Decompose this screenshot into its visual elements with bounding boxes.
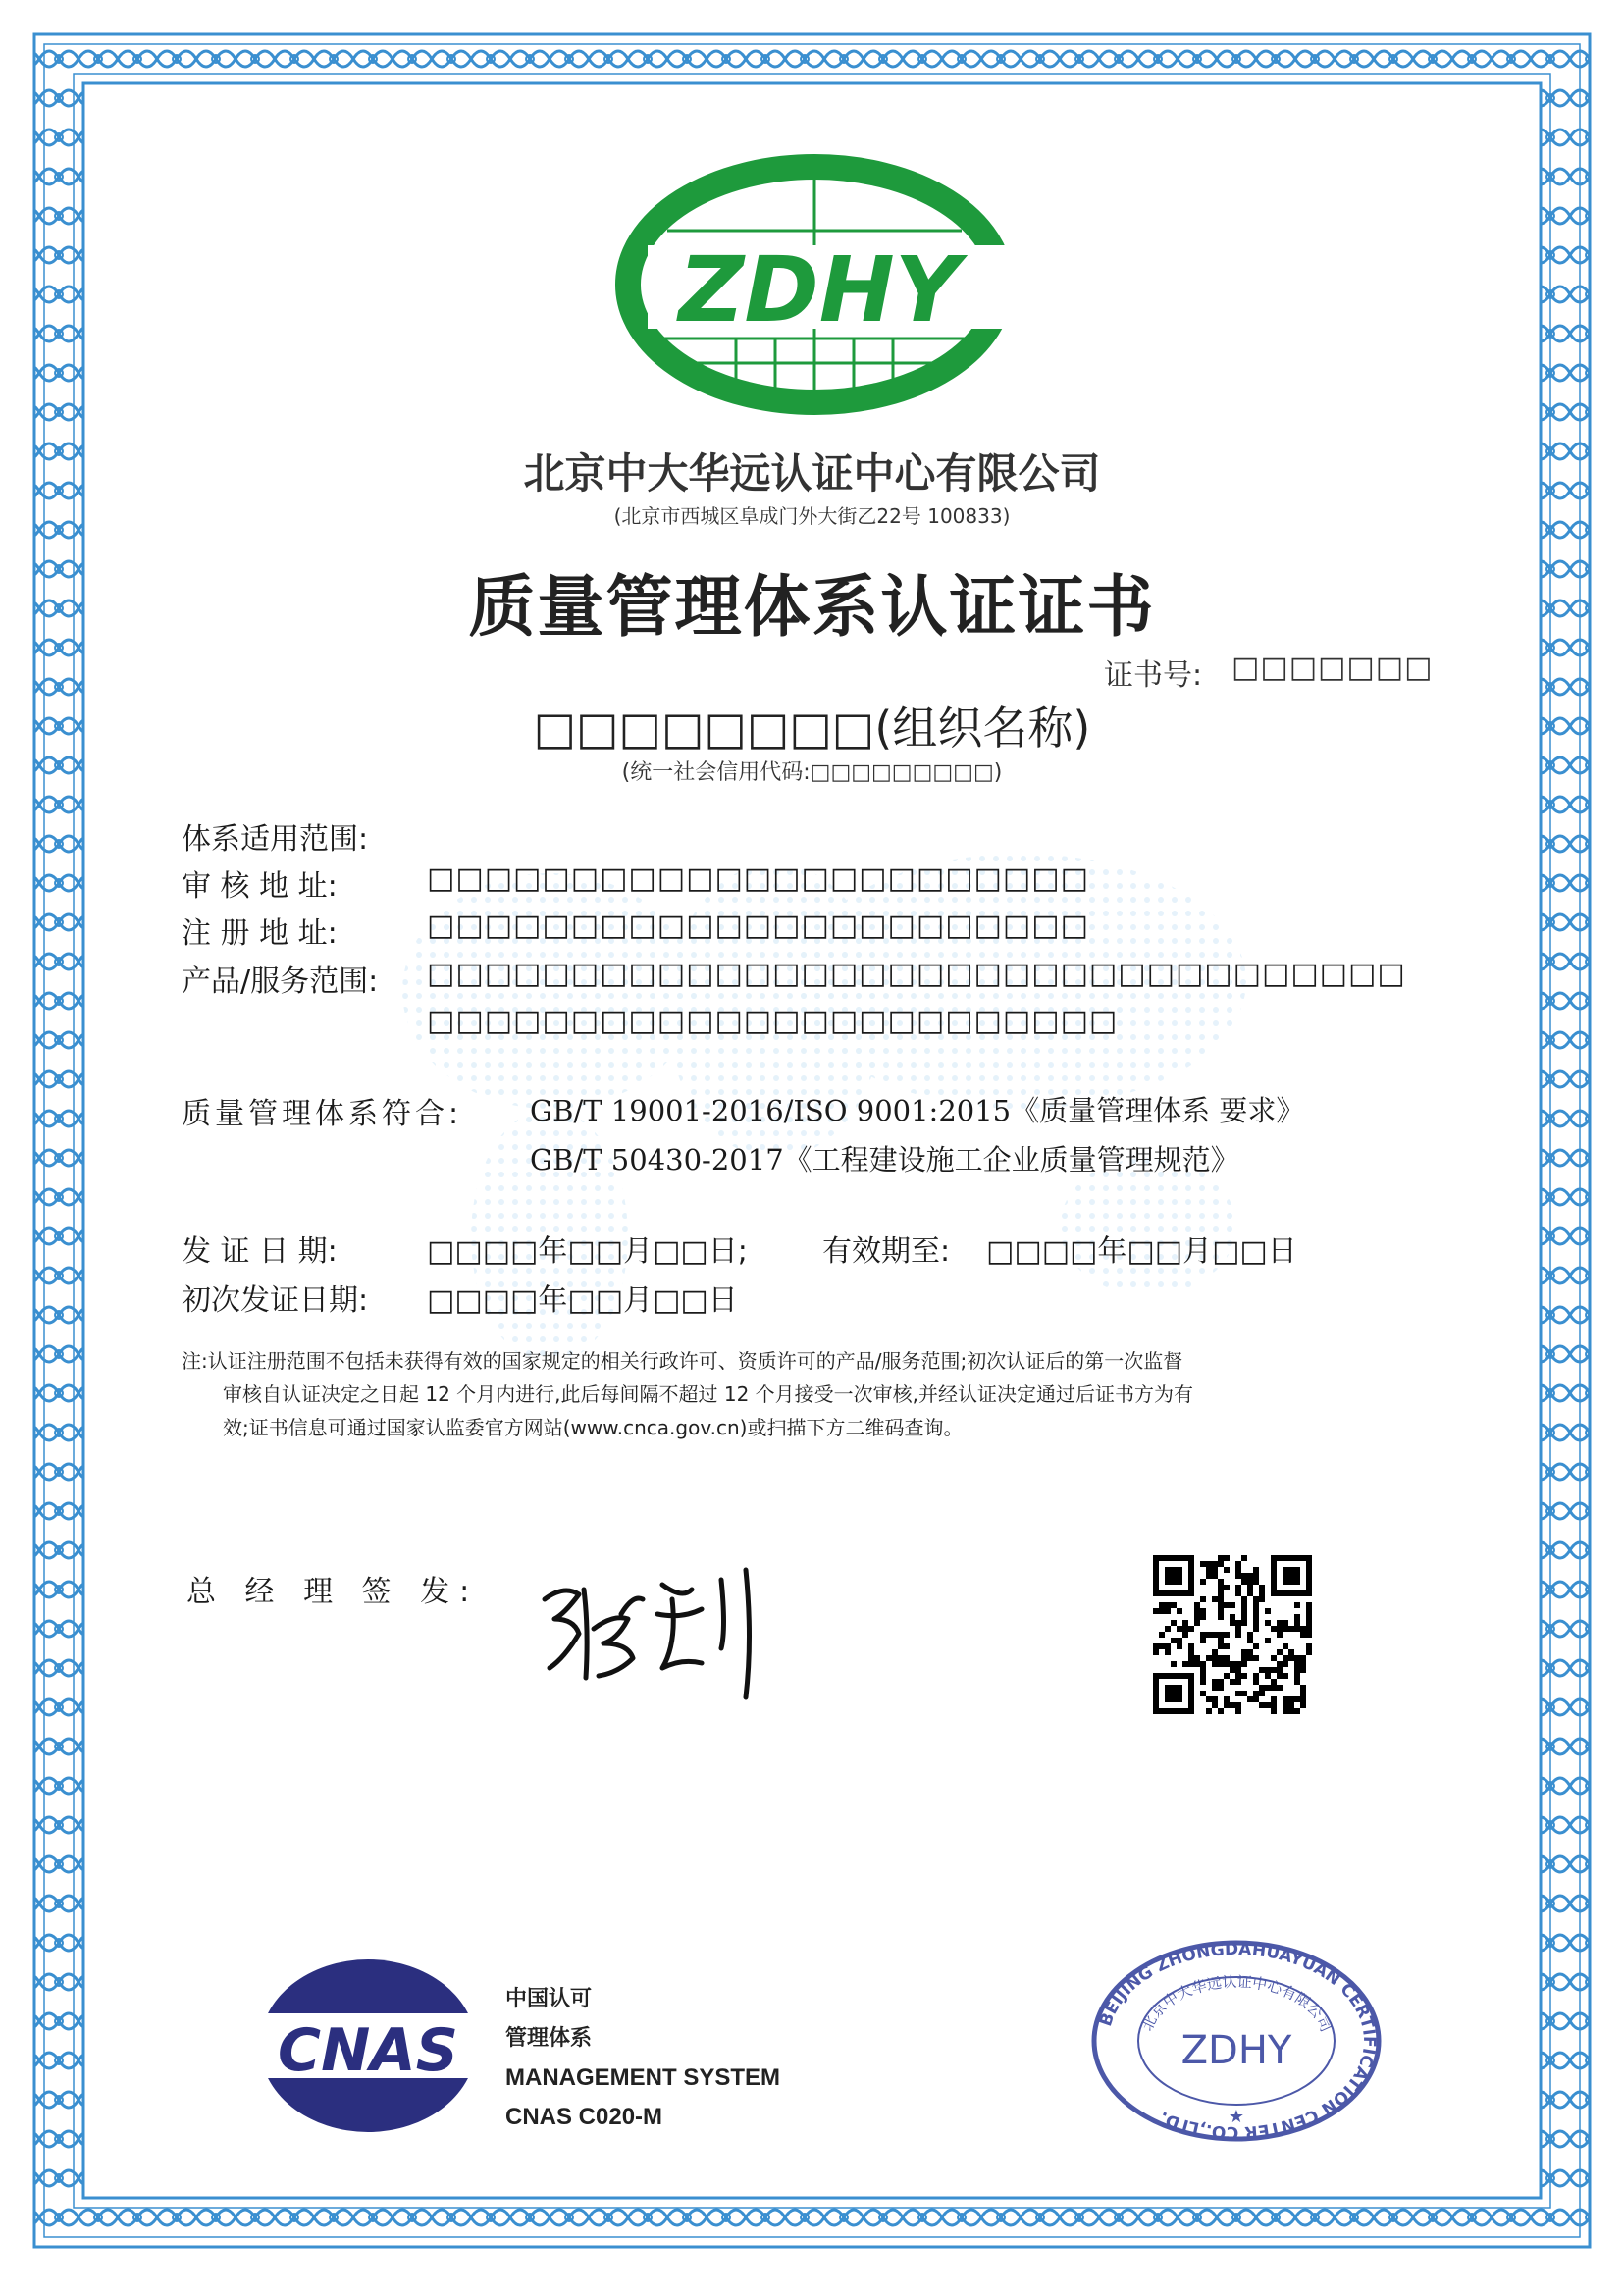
credit-code: (统一社会信用代码:□□□□□□□□□) <box>621 760 1003 785</box>
first-issue-value: □□□□年□□月□□日 <box>427 1283 738 1318</box>
organization-name: □□□□□□□□(组织名称) <box>533 702 1091 755</box>
product-scope-line2: □□□□□□□□□□□□□□□□□□□□□□□□ <box>427 1004 1119 1038</box>
zdhy-logo <box>608 152 1021 417</box>
standard-1: GB/T 19001-2016/ISO 9001:2015《质量管理体系 要求》 <box>530 1094 1305 1127</box>
cnas-logo <box>250 1953 486 2139</box>
company-seal <box>1089 1938 1384 2144</box>
audit-address-label: 审 核 地 址: <box>182 869 338 904</box>
standard-2: GB/T 50430-2017《工程建设施工企业质量管理规范》 <box>530 1143 1239 1176</box>
seal-outer-text: BEIJING ZHONGDAHUAYUAN CERTIFICATION CENTER CO.,LTD. <box>1096 1939 1380 2143</box>
cnas-line-1: 中国认可 <box>505 1987 593 2011</box>
cert-no-value: □□□□□□□ <box>1231 651 1434 685</box>
product-scope-line1: □□□□□□□□□□□□□□□□□□□□□□□□□□□□□□□□□□ <box>427 957 1406 991</box>
cnas-line-4: CNAS C020-M <box>505 2104 663 2130</box>
cnas-info <box>505 1980 780 2137</box>
reg-address-label: 注 册 地 址: <box>182 916 338 951</box>
notes <box>182 1344 1487 1444</box>
svg-text:北京中大华远认证中心有限公司 <box>1138 1973 1336 2035</box>
note-line-1: 注:认证注册范围不包括未获得有效的国家规定的相关行政许可、资质许可的产品/服务范围;初次认证后的第一次监督 <box>182 1349 1183 1373</box>
scope-label: 体系适用范围: <box>182 822 369 857</box>
handwritten-signature <box>535 1560 770 1707</box>
first-issue-label: 初次发证日期: <box>182 1283 369 1318</box>
certificate-title: 质量管理体系认证证书 <box>468 569 1156 647</box>
issuer-address: (北京市西城区阜成门外大街乙22号 100833) <box>613 504 1011 528</box>
signature-label: 总 经 理 签 发: <box>186 1575 480 1609</box>
note-line-3: 效;证书信息可通过国家认监委官方网站(www.cnca.gov.cn)或扫描下方二维码查询。 <box>223 1416 964 1439</box>
issuer-name: 北京中大华远认证中心有限公司 <box>523 449 1101 497</box>
cnas-line-3: MANAGEMENT SYSTEM <box>505 2064 781 2091</box>
issue-date-value: □□□□年□□月□□日; <box>427 1234 748 1269</box>
audit-address-value: □□□□□□□□□□□□□□□□□□□□□□□ <box>427 861 1089 896</box>
seal-star-icon: ★ <box>1228 2107 1245 2127</box>
note-line-2: 审核自认证决定之日起 12 个月内进行,此后每间隔不超过 12 个月接受一次审核,并经认证决定通过后证书方为有 <box>223 1382 1194 1406</box>
seal-center-text: ZDHY <box>1180 2028 1292 2073</box>
product-scope-label: 产品/服务范围: <box>182 965 379 999</box>
cnas-logo-text: CNAS <box>278 2016 458 2085</box>
conformity-label: 质量管理体系符合: <box>182 1097 463 1131</box>
logo-text: ZDHY <box>678 237 961 342</box>
cert-no-label: 证书号: <box>1104 658 1203 693</box>
seal-inner-text: 北京中大华远认证中心有限公司 <box>1137 1972 1336 2035</box>
cnas-line-2: 管理体系 <box>505 2026 593 2051</box>
valid-until-label: 有效期至: <box>822 1234 951 1269</box>
qr-code[interactable] <box>1153 1555 1312 1714</box>
issue-date-label: 发 证 日 期: <box>182 1234 338 1269</box>
valid-until-value: □□□□年□□月□□日 <box>986 1234 1297 1269</box>
reg-address-value: □□□□□□□□□□□□□□□□□□□□□□□ <box>427 909 1089 943</box>
